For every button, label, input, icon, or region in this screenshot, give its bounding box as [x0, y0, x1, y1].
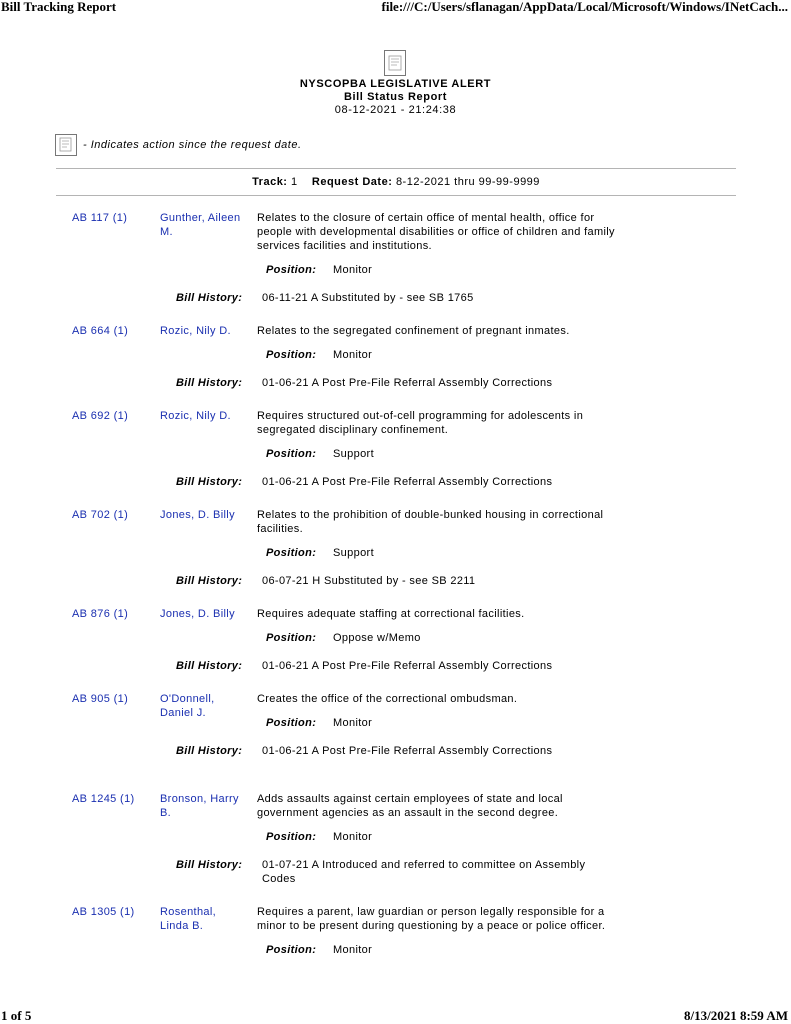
print-datetime: 8/13/2021 8:59 AM	[684, 1008, 788, 1023]
report-title-block	[0, 78, 791, 117]
position-value: Support	[333, 448, 374, 460]
bill-number-link[interactable]: AB 905 (1)	[72, 693, 129, 705]
sponsor-line[interactable]: O'Donnell,	[160, 693, 215, 705]
sponsor-link[interactable]	[160, 792, 252, 820]
document-icon	[384, 50, 406, 76]
bill-history-label: Bill History:	[176, 859, 243, 871]
report-timestamp: 08-12-2021 - 21:24:38	[334, 104, 457, 116]
request-date-value: 8-12-2021 thru 99-99-9999	[395, 176, 540, 188]
bill-description-line: Relates to the closure of certain office of mental health, office for	[257, 212, 595, 224]
bill-history-label: Bill History:	[176, 377, 243, 389]
sponsor-line[interactable]: Bronson, Harry	[160, 793, 239, 805]
position-value: Monitor	[333, 264, 373, 276]
sponsor-line[interactable]: Gunther, Aileen	[160, 212, 241, 224]
position-label: Position:	[266, 717, 317, 729]
bill-history-line: 01-07-21 A Introduced and referred to committee on Assembly	[262, 859, 586, 871]
sponsor-line[interactable]: M.	[160, 226, 173, 238]
position-label: Position:	[266, 448, 317, 460]
bill-number-link[interactable]: AB 1245 (1)	[72, 793, 135, 805]
bill-description-line: facilities.	[257, 523, 304, 535]
position-value: Monitor	[333, 717, 373, 729]
bill-description-line: Requires structured out-of-cell programming for adolescents in	[257, 410, 584, 422]
divider	[56, 195, 736, 196]
request-date-label: Request Date:	[311, 176, 393, 188]
bill-history-line: 01-06-21 A Post Pre-File Referral Assembly Corrections	[262, 377, 553, 389]
bill-number-link[interactable]: AB 702 (1)	[72, 509, 129, 521]
sponsor-line[interactable]: Rozic, Nily D.	[160, 410, 231, 422]
position-label: Position:	[266, 264, 317, 276]
position-value: Monitor	[333, 349, 373, 361]
position-label: Position:	[266, 632, 317, 644]
sponsor-line[interactable]: B.	[160, 807, 172, 819]
legend	[55, 132, 302, 158]
bill-description-line: services facilities and institutions.	[257, 240, 432, 252]
sponsor-line[interactable]: Rosenthal,	[160, 906, 217, 918]
bill-description-line: minor to be present during questioning by a peace or police officer.	[257, 920, 606, 932]
sponsor-line[interactable]: Jones, D. Billy	[160, 509, 235, 521]
sponsor-link[interactable]	[160, 324, 252, 338]
legend-text: - Indicates action since the request date.	[83, 139, 302, 151]
bill-history-line: 06-07-21 H Substituted by - see SB 2211	[262, 575, 476, 587]
sponsor-line[interactable]: Rozic, Nily D.	[160, 325, 231, 337]
bill-description-line: Requires adequate staffing at correctional facilities.	[257, 608, 525, 620]
sponsor-link[interactable]	[160, 409, 252, 423]
bill-history-line: 06-11-21 A Substituted by - see SB 1765	[262, 292, 474, 304]
bill-history-line: 01-06-21 A Post Pre-File Referral Assembly Corrections	[262, 660, 553, 672]
bill-history-line: 01-06-21 A Post Pre-File Referral Assembly Corrections	[262, 745, 553, 757]
bill-description-line: people with developmental disabilities or office of children and family	[257, 226, 615, 238]
print-header-url: file:///C:/Users/sflanagan/AppData/Local/Microsoft/Windows/INetCach...	[381, 0, 788, 14]
bill-history-label: Bill History:	[176, 745, 243, 757]
bill-description-line: Requires a parent, law guardian or person legally responsible for a	[257, 906, 605, 918]
sponsor-link[interactable]	[160, 211, 252, 239]
bill-number-link[interactable]: AB 117 (1)	[72, 212, 128, 224]
position-label: Position:	[266, 547, 317, 559]
bill-number-link[interactable]: AB 692 (1)	[72, 410, 129, 422]
track-value: 1	[291, 176, 298, 188]
sponsor-line[interactable]: Daniel J.	[160, 707, 206, 719]
bill-history-line: 01-06-21 A Post Pre-File Referral Assembly Corrections	[262, 476, 553, 488]
bill-description-line: Relates to the prohibition of double-bunked housing in correctional	[257, 509, 604, 521]
sponsor-link[interactable]	[160, 607, 252, 621]
print-header-title: Bill Tracking Report	[1, 0, 117, 14]
print-footer	[0, 1008, 791, 1022]
bill-description-line: government agencies as an assault in the second degree.	[257, 807, 559, 819]
bill-description-line: Relates to the segregated confinement of pregnant inmates.	[257, 325, 570, 337]
bill-history-label: Bill History:	[176, 660, 243, 672]
bill-description-line: Adds assaults against certain employees of state and local	[257, 793, 563, 805]
sponsor-line[interactable]: Jones, D. Billy	[160, 608, 235, 620]
bill-history-label: Bill History:	[176, 575, 243, 587]
sponsor-link[interactable]	[160, 508, 252, 522]
print-header	[0, 0, 791, 14]
sponsor-link[interactable]	[160, 905, 252, 933]
bill-number-link[interactable]: AB 664 (1)	[72, 325, 129, 337]
page-number: 1 of 5	[1, 1008, 32, 1023]
position-label: Position:	[266, 944, 317, 956]
bill-history-label: Bill History:	[176, 476, 243, 488]
track-label: Track:	[252, 176, 288, 188]
bill-number-link[interactable]: AB 876 (1)	[72, 608, 129, 620]
bill-description-line: segregated disciplinary confinement.	[257, 424, 449, 436]
position-label: Position:	[266, 349, 317, 361]
position-value: Monitor	[333, 944, 373, 956]
divider	[56, 168, 736, 169]
document-icon	[55, 134, 77, 156]
report-subtitle: Bill Status Report	[343, 91, 448, 103]
position-value: Oppose w/Memo	[333, 632, 421, 644]
position-label: Position:	[266, 831, 317, 843]
bill-history-label: Bill History:	[176, 292, 243, 304]
position-value: Monitor	[333, 831, 373, 843]
sponsor-line[interactable]: Linda B.	[160, 920, 204, 932]
sponsor-link[interactable]	[160, 692, 252, 720]
report-title: NYSCOPBA LEGISLATIVE ALERT	[299, 78, 492, 90]
bill-number-link[interactable]: AB 1305 (1)	[72, 906, 135, 918]
bill-description-line: Creates the office of the correctional ombudsman.	[257, 693, 518, 705]
track-line	[56, 176, 736, 188]
position-value: Support	[333, 547, 374, 559]
bill-history-line: Codes	[262, 873, 296, 885]
